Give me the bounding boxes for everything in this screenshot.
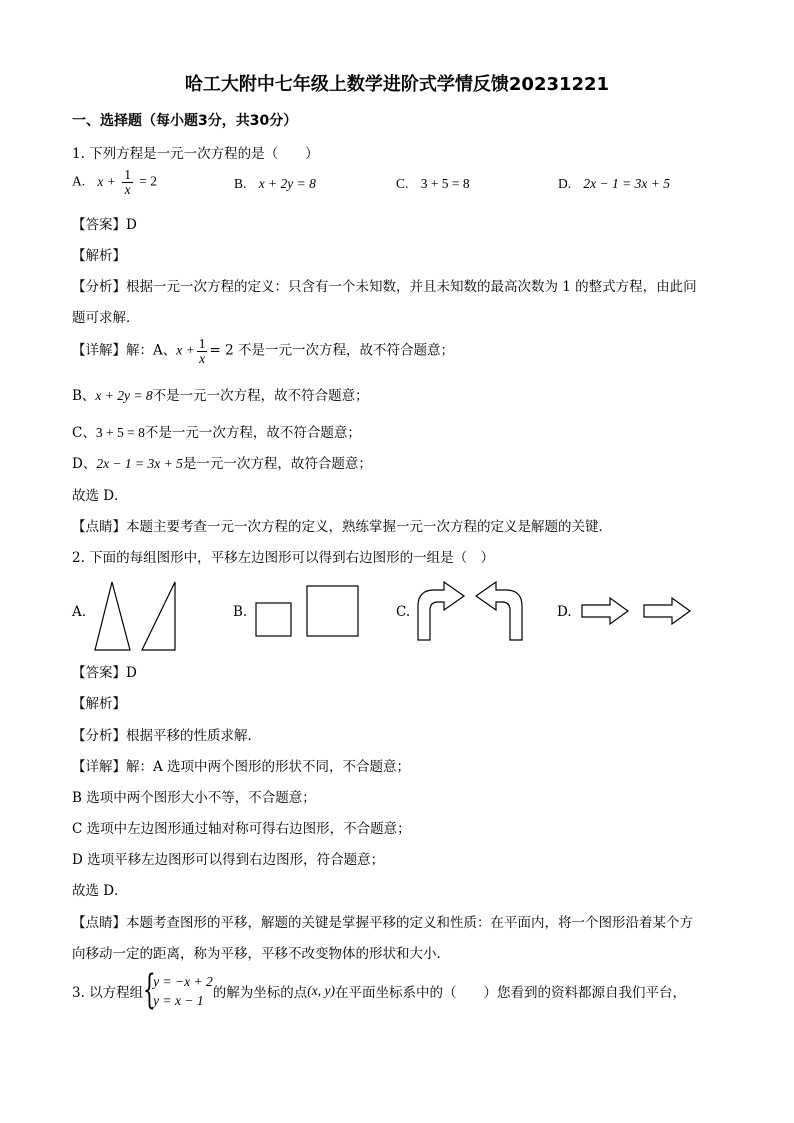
large-square xyxy=(307,586,358,636)
q3-point: (x, y) xyxy=(307,983,335,998)
system-equation-1: y = −x + 2 xyxy=(153,974,213,989)
option-c-label: C. xyxy=(396,176,409,191)
q1-xiangjie-c xyxy=(72,421,361,441)
q1-dianjing: 【点睛】本题主要考查一元一次方程的定义，熟练掌握一元一次方程的定义是解题的关键． xyxy=(72,519,612,535)
q1-analysis-heading: 【解析】 xyxy=(72,248,126,264)
q2-dianjing-line1: 【点睛】本题考查图形的平移，解题的关键是掌握平移的定义和性质：在平面内，将一个图形沿着某个方 xyxy=(72,915,693,931)
q2-answer: 【答案】D xyxy=(72,665,137,681)
q2-dianjing-line2: 向移动一定的距离，称为平移，平移不改变物体的形状和大小． xyxy=(72,946,450,962)
q2-analysis-heading: 【解析】 xyxy=(72,696,126,712)
page-title: 哈工大附中七年级上数学进阶式学情反馈20231221 xyxy=(184,74,610,95)
option-a-expr-post: = 2 xyxy=(139,173,157,189)
question-3-stem xyxy=(72,967,686,1013)
line-prefix: B、 xyxy=(72,388,96,404)
xiangjie-suffix: = 2 不是一元一次方程，故不符合题意； xyxy=(209,342,454,359)
q1-option-c xyxy=(396,176,470,192)
q1-xiangjie-b xyxy=(72,384,369,404)
q2-option-a-figure xyxy=(92,580,192,652)
q2-option-b-label: B. xyxy=(233,604,248,620)
xiangjie-prefix: 【详解】解：A、 xyxy=(72,342,177,359)
q2-option-c-label: C. xyxy=(396,604,411,620)
tall-isosceles-triangle xyxy=(95,582,130,650)
line-equation: x + 2y = 8 xyxy=(95,388,153,403)
xiangjie-x: x + xyxy=(176,342,195,358)
line-prefix: D、 xyxy=(72,456,97,472)
q3-middle: 的解为坐标的点 xyxy=(212,985,308,1001)
small-square xyxy=(256,603,291,636)
q1-xiangjie-a xyxy=(72,337,454,365)
line-suffix: 是一元一次方程，故符合题意； xyxy=(182,456,372,472)
q3-suffix: 在平面坐标系中的（ ）您看到的资料都源自我们平台， xyxy=(334,985,686,1001)
equation-system xyxy=(143,967,213,1013)
question-2-stem: 2. 下面的每组图形中，平移左边图形可以得到右边图形的一组是（ ） xyxy=(72,550,495,566)
right-arrow-icon xyxy=(582,598,628,624)
q1-option-a xyxy=(72,168,157,196)
q2-fenxi: 【分析】根据平移的性质求解． xyxy=(72,728,261,744)
q1-fenxi-line2: 题可求解． xyxy=(72,310,140,326)
line-equation: 2x − 1 = 3x + 5 xyxy=(96,456,183,471)
fraction-denominator: x xyxy=(124,181,131,197)
q1-xiangjie-d xyxy=(72,452,372,472)
option-a-label: A. xyxy=(72,173,86,189)
option-a-fraction xyxy=(122,168,133,196)
q2-xiangjie-d: D 选项平移左边图形可以得到右边图形，符合题意； xyxy=(72,852,385,868)
line-suffix: 不是一元一次方程，故不符合题意； xyxy=(144,425,361,441)
q2-option-c-figure xyxy=(414,578,529,644)
q1-option-d xyxy=(558,176,670,192)
option-d-label: D. xyxy=(558,176,572,191)
q3-prefix: 3. 以方程组 xyxy=(72,985,144,1001)
system-equation-2: y = x − 1 xyxy=(153,993,204,1008)
bent-arrow-right-icon xyxy=(418,582,464,640)
line-equation: 3 + 5 = 8 xyxy=(95,425,145,440)
xiangjie-fraction xyxy=(197,337,208,365)
q2-option-a-label: A. xyxy=(72,604,87,620)
left-brace-icon: { xyxy=(143,967,156,1013)
q2-xiangjie-c: C 选项中左边图形通过轴对称可得右边图形，不合题意； xyxy=(72,821,411,837)
option-b-label: B. xyxy=(234,176,247,191)
q2-option-b-figure xyxy=(254,584,364,640)
line-suffix: 不是一元一次方程，故不符合题意； xyxy=(152,388,369,404)
q1-answer: 【答案】D xyxy=(72,217,137,233)
fraction-numerator: 1 xyxy=(198,336,206,351)
q1-fenxi-line1: 【分析】根据一元一次方程的定义：只含有一个未知数，并且未知数的最高次数为 1 的整式方程，由此问 xyxy=(72,279,697,295)
q1-conclusion: 故选 D． xyxy=(72,488,128,504)
option-d-expr: 2x − 1 = 3x + 5 xyxy=(583,176,670,191)
option-c-expr: 3 + 5 = 8 xyxy=(420,176,470,191)
q2-option-d-figure xyxy=(580,596,698,628)
question-1-stem: 1. 下列方程是一元一次方程的是（ ） xyxy=(72,146,319,162)
option-b-expr: x + 2y = 8 xyxy=(258,176,316,191)
q2-option-d-label: D. xyxy=(557,604,572,620)
right-leaning-triangle xyxy=(142,582,175,650)
section-heading: 一、选择题（每小题3分，共30分） xyxy=(72,113,298,129)
q2-conclusion: 故选 D． xyxy=(72,883,128,899)
right-arrow-icon xyxy=(644,598,690,624)
fraction-denominator: x xyxy=(199,350,206,366)
fraction-numerator: 1 xyxy=(124,167,131,182)
q2-xiangjie-b: B 选项中两个图形大小不等，不合题意； xyxy=(72,790,316,806)
option-a-expr-pre: x + xyxy=(97,173,116,189)
q1-option-b xyxy=(234,176,316,192)
q2-xiangjie-a: 【详解】解：A 选项中两个图形的形状不同，不合题意； xyxy=(72,759,411,775)
bent-arrow-left-icon xyxy=(476,582,522,640)
line-prefix: C、 xyxy=(72,425,96,441)
